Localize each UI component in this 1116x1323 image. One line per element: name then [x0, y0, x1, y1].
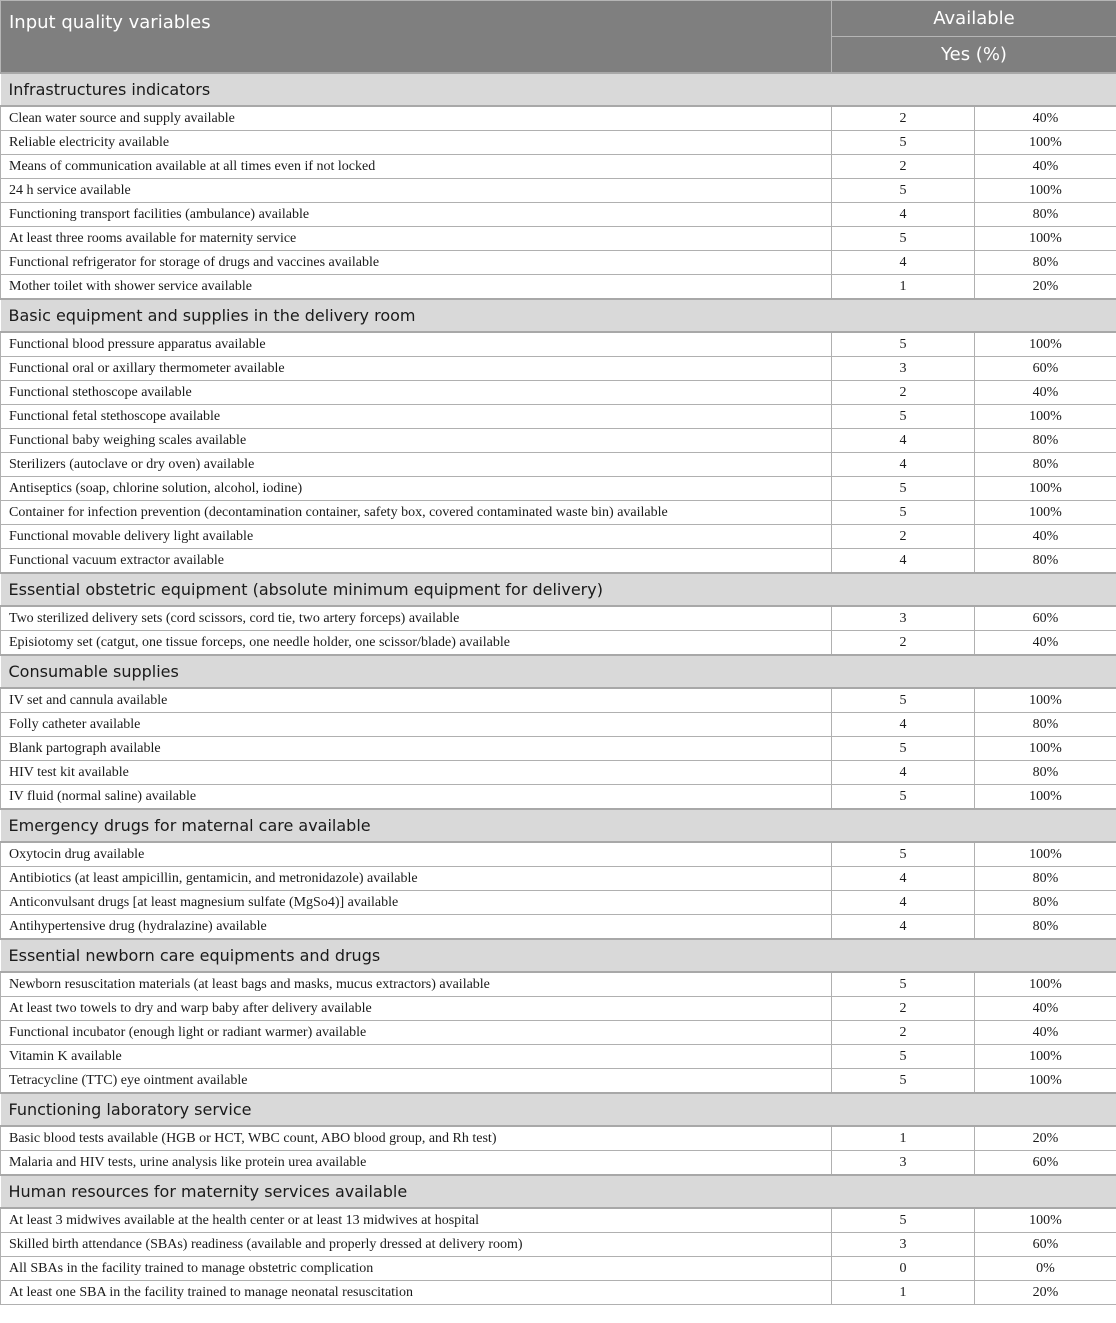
table-row	[1, 1257, 1116, 1281]
row-count: 2	[832, 631, 975, 656]
row-percent: 60%	[975, 1233, 1116, 1257]
available-column-header: Available	[832, 1, 1116, 37]
row-percent: 80%	[975, 891, 1116, 915]
row-label: Means of communication available at all times even if not locked	[1, 155, 832, 179]
row-label: Malaria and HIV tests, urine analysis like protein urea available	[1, 1151, 832, 1176]
row-count: 5	[832, 179, 975, 203]
table-row	[1, 405, 1116, 429]
row-label: Oxytocin drug available	[1, 842, 832, 867]
table-row	[1, 631, 1116, 656]
row-percent: 40%	[975, 155, 1116, 179]
row-count: 4	[832, 203, 975, 227]
row-label: Blank partograph available	[1, 737, 832, 761]
row-label: Antibiotics (at least ampicillin, gentamicin, and metronidazole) available	[1, 867, 832, 891]
row-percent: 40%	[975, 631, 1116, 656]
table-row	[1, 1151, 1116, 1176]
row-count: 3	[832, 1151, 975, 1176]
row-label: Functional fetal stethoscope available	[1, 405, 832, 429]
section-title: Functioning laboratory service	[1, 1093, 1116, 1126]
row-percent: 80%	[975, 549, 1116, 574]
row-count: 4	[832, 915, 975, 940]
row-label: Basic blood tests available (HGB or HCT, WBC count, ABO blood group, and Rh test)	[1, 1126, 832, 1151]
row-count: 5	[832, 688, 975, 713]
table-row	[1, 155, 1116, 179]
row-percent: 100%	[975, 688, 1116, 713]
section-row	[1, 1093, 1116, 1126]
section-title: Basic equipment and supplies in the delivery room	[1, 299, 1116, 332]
row-count: 1	[832, 1281, 975, 1305]
row-count: 0	[832, 1257, 975, 1281]
row-label: Newborn resuscitation materials (at least bags and masks, mucus extractors) available	[1, 972, 832, 997]
table-row	[1, 867, 1116, 891]
table-row	[1, 429, 1116, 453]
table-row	[1, 1126, 1116, 1151]
table-row	[1, 713, 1116, 737]
yes-percent-column-header: Yes (%)	[832, 37, 1116, 74]
row-count: 5	[832, 477, 975, 501]
row-count: 5	[832, 737, 975, 761]
row-label: Functional refrigerator for storage of drugs and vaccines available	[1, 251, 832, 275]
row-percent: 40%	[975, 525, 1116, 549]
table-row	[1, 1021, 1116, 1045]
table-row	[1, 688, 1116, 713]
table-row	[1, 501, 1116, 525]
section-title: Essential obstetric equipment (absolute minimum equipment for delivery)	[1, 573, 1116, 606]
section-row	[1, 73, 1116, 106]
row-percent: 80%	[975, 251, 1116, 275]
table-row	[1, 477, 1116, 501]
row-percent: 100%	[975, 332, 1116, 357]
table-row	[1, 453, 1116, 477]
row-label: Clean water source and supply available	[1, 106, 832, 131]
table-row	[1, 203, 1116, 227]
row-count: 5	[832, 332, 975, 357]
section-row	[1, 573, 1116, 606]
table-row	[1, 1208, 1116, 1233]
table-row	[1, 1281, 1116, 1305]
row-percent: 100%	[975, 842, 1116, 867]
table-row	[1, 106, 1116, 131]
row-percent: 100%	[975, 972, 1116, 997]
table-row	[1, 761, 1116, 785]
row-label: 24 h service available	[1, 179, 832, 203]
row-label: Functional vacuum extractor available	[1, 549, 832, 574]
table-row	[1, 842, 1116, 867]
row-label: Functioning transport facilities (ambulance) available	[1, 203, 832, 227]
row-count: 2	[832, 525, 975, 549]
row-label: Vitamin K available	[1, 1045, 832, 1069]
row-label: All SBAs in the facility trained to manage obstetric complication	[1, 1257, 832, 1281]
row-label: At least two towels to dry and warp baby after delivery available	[1, 997, 832, 1021]
row-label: IV set and cannula available	[1, 688, 832, 713]
section-row	[1, 939, 1116, 972]
row-count: 5	[832, 1069, 975, 1094]
table-row	[1, 1233, 1116, 1257]
row-percent: 40%	[975, 997, 1116, 1021]
row-count: 4	[832, 891, 975, 915]
row-count: 2	[832, 1021, 975, 1045]
section-row	[1, 655, 1116, 688]
row-percent: 40%	[975, 1021, 1116, 1045]
row-label: Tetracycline (TTC) eye ointment available	[1, 1069, 832, 1094]
row-percent: 100%	[975, 405, 1116, 429]
table-row	[1, 549, 1116, 574]
row-percent: 100%	[975, 501, 1116, 525]
row-count: 4	[832, 713, 975, 737]
section-title: Human resources for maternity services available	[1, 1175, 1116, 1208]
row-count: 3	[832, 1233, 975, 1257]
row-count: 5	[832, 405, 975, 429]
row-label: At least 3 midwives available at the health center or at least 13 midwives at hospital	[1, 1208, 832, 1233]
table-row	[1, 332, 1116, 357]
row-label: Folly catheter available	[1, 713, 832, 737]
table-header	[1, 1, 1116, 74]
row-label: Reliable electricity available	[1, 131, 832, 155]
row-percent: 80%	[975, 915, 1116, 940]
section-row	[1, 299, 1116, 332]
row-label: Functional oral or axillary thermometer available	[1, 357, 832, 381]
section-title: Infrastructures indicators	[1, 73, 1116, 106]
row-count: 2	[832, 106, 975, 131]
row-percent: 0%	[975, 1257, 1116, 1281]
row-count: 4	[832, 549, 975, 574]
row-percent: 80%	[975, 203, 1116, 227]
row-percent: 20%	[975, 1281, 1116, 1305]
table-row	[1, 1045, 1116, 1069]
section-title: Emergency drugs for maternal care available	[1, 809, 1116, 842]
row-count: 4	[832, 867, 975, 891]
row-count: 5	[832, 227, 975, 251]
row-count: 4	[832, 251, 975, 275]
row-label: IV fluid (normal saline) available	[1, 785, 832, 810]
row-count: 5	[832, 1208, 975, 1233]
table-row	[1, 227, 1116, 251]
table-row	[1, 785, 1116, 810]
section-title: Consumable supplies	[1, 655, 1116, 688]
row-label: At least one SBA in the facility trained to manage neonatal resuscitation	[1, 1281, 832, 1305]
row-count: 4	[832, 453, 975, 477]
table-row	[1, 737, 1116, 761]
row-label: Anticonvulsant drugs [at least magnesium sulfate (MgSo4)] available	[1, 891, 832, 915]
table-row	[1, 606, 1116, 631]
row-count: 5	[832, 972, 975, 997]
row-label: Antihypertensive drug (hydralazine) available	[1, 915, 832, 940]
row-count: 5	[832, 842, 975, 867]
row-label: HIV test kit available	[1, 761, 832, 785]
row-count: 2	[832, 997, 975, 1021]
variables-column-header: Input quality variables	[1, 1, 832, 74]
table-row	[1, 131, 1116, 155]
row-label: Functional stethoscope available	[1, 381, 832, 405]
section-title: Essential newborn care equipments and drugs	[1, 939, 1116, 972]
section-row	[1, 1175, 1116, 1208]
row-count: 4	[832, 429, 975, 453]
row-count: 2	[832, 381, 975, 405]
section-row	[1, 809, 1116, 842]
table-row	[1, 251, 1116, 275]
row-percent: 80%	[975, 867, 1116, 891]
table-row	[1, 357, 1116, 381]
row-count: 5	[832, 501, 975, 525]
row-percent: 100%	[975, 737, 1116, 761]
row-percent: 60%	[975, 1151, 1116, 1176]
table-row	[1, 972, 1116, 997]
row-percent: 100%	[975, 131, 1116, 155]
row-count: 3	[832, 357, 975, 381]
row-percent: 20%	[975, 1126, 1116, 1151]
row-label: Sterilizers (autoclave or dry oven) available	[1, 453, 832, 477]
row-label: At least three rooms available for maternity service	[1, 227, 832, 251]
row-label: Episiotomy set (catgut, one tissue forceps, one needle holder, one scissor/blade) available	[1, 631, 832, 656]
row-percent: 60%	[975, 606, 1116, 631]
table-row	[1, 997, 1116, 1021]
row-count: 4	[832, 761, 975, 785]
row-percent: 40%	[975, 106, 1116, 131]
row-label: Antiseptics (soap, chlorine solution, alcohol, iodine)	[1, 477, 832, 501]
row-count: 1	[832, 275, 975, 300]
row-label: Mother toilet with shower service available	[1, 275, 832, 300]
table-row	[1, 525, 1116, 549]
row-label: Two sterilized delivery sets (cord scissors, cord tie, two artery forceps) available	[1, 606, 832, 631]
row-count: 5	[832, 131, 975, 155]
row-percent: 100%	[975, 1069, 1116, 1094]
row-percent: 80%	[975, 713, 1116, 737]
row-percent: 100%	[975, 477, 1116, 501]
row-percent: 100%	[975, 227, 1116, 251]
row-label: Skilled birth attendance (SBAs) readiness (available and properly dressed at delivery room)	[1, 1233, 832, 1257]
table-row	[1, 891, 1116, 915]
row-count: 5	[832, 1045, 975, 1069]
row-percent: 100%	[975, 179, 1116, 203]
table-row	[1, 179, 1116, 203]
table-row	[1, 381, 1116, 405]
row-percent: 100%	[975, 785, 1116, 810]
row-count: 3	[832, 606, 975, 631]
row-percent: 80%	[975, 761, 1116, 785]
row-percent: 40%	[975, 381, 1116, 405]
row-label: Container for infection prevention (decontamination container, safety box, covered contaminated waste bin) available	[1, 501, 832, 525]
table-row	[1, 1069, 1116, 1094]
row-count: 5	[832, 785, 975, 810]
row-percent: 100%	[975, 1045, 1116, 1069]
table-row	[1, 915, 1116, 940]
row-label: Functional incubator (enough light or radiant warmer) available	[1, 1021, 832, 1045]
row-percent: 80%	[975, 429, 1116, 453]
row-percent: 60%	[975, 357, 1116, 381]
row-label: Functional blood pressure apparatus available	[1, 332, 832, 357]
row-count: 1	[832, 1126, 975, 1151]
table-body	[1, 73, 1116, 1305]
row-count: 2	[832, 155, 975, 179]
table-row	[1, 275, 1116, 300]
row-percent: 80%	[975, 453, 1116, 477]
row-label: Functional baby weighing scales available	[1, 429, 832, 453]
row-percent: 20%	[975, 275, 1116, 300]
row-percent: 100%	[975, 1208, 1116, 1233]
row-label: Functional movable delivery light available	[1, 525, 832, 549]
